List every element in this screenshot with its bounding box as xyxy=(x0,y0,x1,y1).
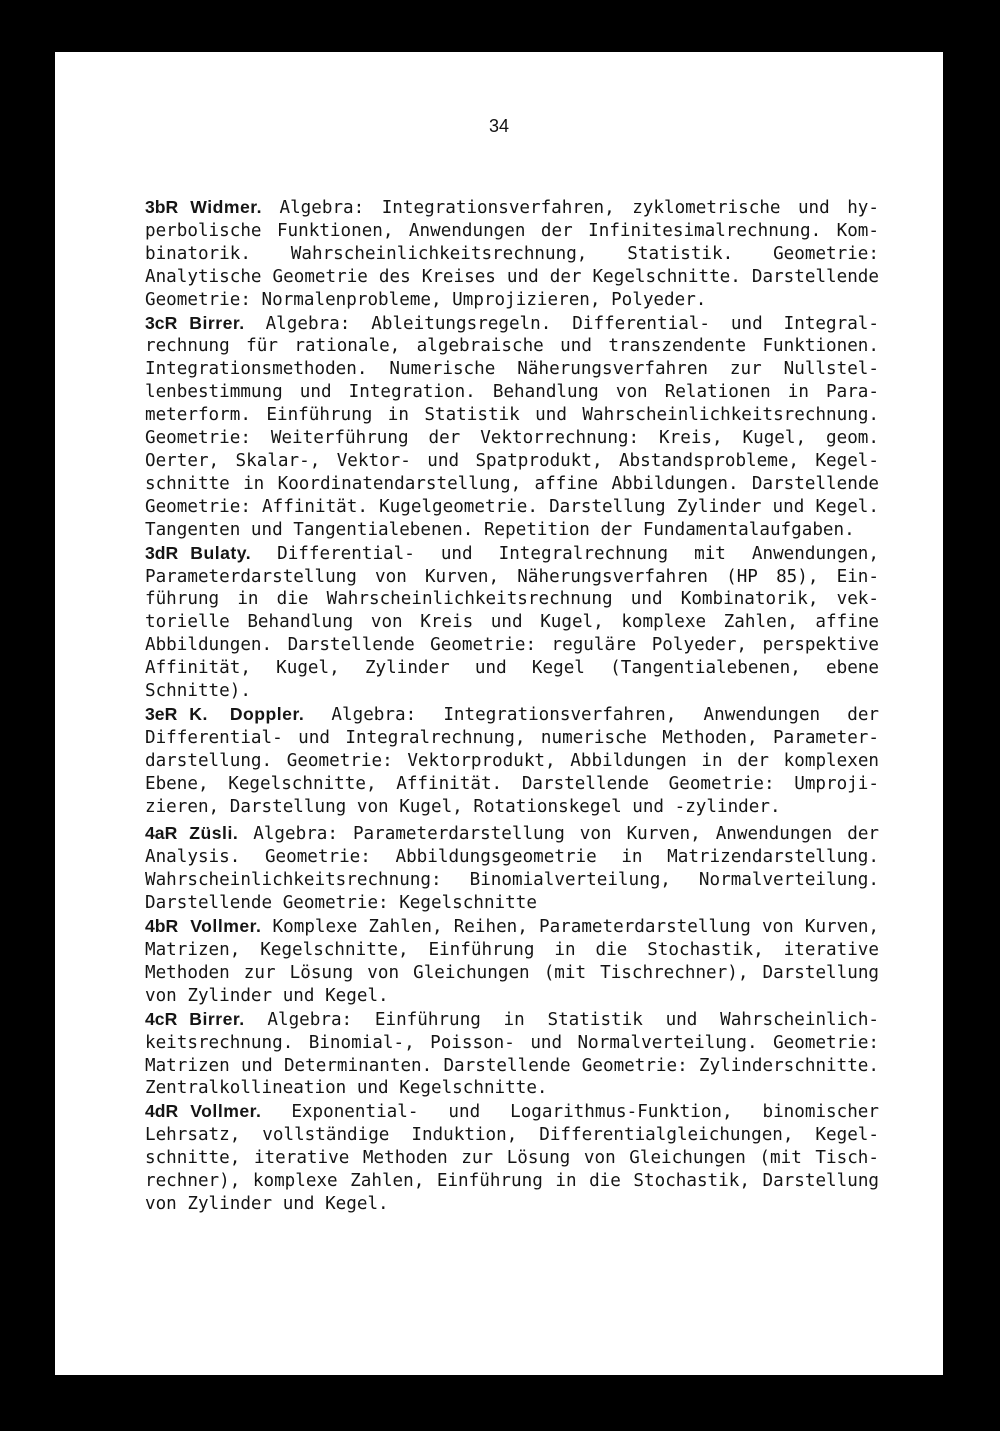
course-entry-3bR xyxy=(145,196,879,312)
course-entry-3eR xyxy=(145,703,879,819)
document-page xyxy=(55,52,943,1375)
course-entry-3cR xyxy=(145,312,879,542)
class-code: 3bR xyxy=(145,197,179,217)
course-entry-4aR xyxy=(145,822,879,915)
teacher-name: Züsli. xyxy=(189,823,239,844)
teacher-name: Bulaty. xyxy=(190,542,252,563)
course-description: Exponential- und Logarithmus-Funktion, binomischer Lehrsatz, vollständige Induktion, Differentialgleichungen, Kegelschnitte, iterative Methoden zur Lösung von Gleichungen (mit Tischrechner), komplexe Zahlen, Einführung in die Stochastik, Darstellung von Zylinder und Kegel. xyxy=(145,1102,879,1214)
course-list xyxy=(145,196,879,1216)
class-code: 3dR xyxy=(145,542,179,563)
teacher-name: Birrer. xyxy=(189,312,245,333)
class-code: 4cR xyxy=(145,1008,178,1029)
course-description: Algebra: Integrationsverfahren, Anwendungen der Differential- und Integralrechnung, numerische Methoden, Parameterdarstellung. Geometrie: Vektorprodukt, Abbildungen in der komplexen Ebene, Kegelschnitte, Affinität. Darstellende Geometrie: Umprojizieren, Darstellung von Kugel, Rotationskegel und -zylinder. xyxy=(145,704,880,817)
course-entry-3dR xyxy=(145,542,879,703)
course-entry-4bR xyxy=(145,915,879,1008)
page-number: 34 xyxy=(488,116,510,136)
teacher-name: K. Doppler. xyxy=(189,703,305,724)
teacher-name: Birrer. xyxy=(189,1008,245,1029)
class-code: 4dR xyxy=(145,1101,179,1122)
class-code: 3eR xyxy=(145,703,178,724)
course-description: Algebra: Integrationsverfahren, zyklometrische und hyperbolische Funktionen, Anwendungen der Infinitesimalrechnung. Kombinatorik. Wahrscheinlichkeitsrechnung, Statistik. Geometrie: Analytische Geometrie des Kreises und der Kegelschnitte. Darstellende Geometrie: Normalenprobleme, Umprojizieren, Polyeder. xyxy=(145,198,879,310)
class-code: 3cR xyxy=(145,312,178,333)
teacher-name: Vollmer. xyxy=(190,916,262,937)
course-description: Algebra: Parameterdarstellung von Kurven, Anwendungen der Analysis. Geometrie: Abbildungsgeometrie in Matrizendarstellung. Wahrscheinlichkeitsrechnung: Binomialverteilung, Normalverteilung. Darstellende Geometrie: Kegelschnitte xyxy=(145,824,880,914)
class-code: 4bR xyxy=(145,916,179,937)
class-code: 4aR xyxy=(145,823,178,844)
course-description: Differential- und Integralrechnung mit Anwendungen, Parameterdarstellung von Kurven, Näherungsverfahren (HP 85), Einführung in die Wahrscheinlichkeitsrechnung und Kombinatorik, vektorielle Behandlung von Kreis und Kugel, komplexe Zahlen, affine Abbildungen. Darstellende Geometrie: reguläre Polyeder, perspektive Affinität, Kugel, Zylinder und Kegel (Tangentialebenen, ebene Schnitte). xyxy=(145,543,879,702)
teacher-name: Vollmer. xyxy=(190,1101,262,1122)
teacher-name: Widmer. xyxy=(190,197,263,217)
course-description: Komplexe Zahlen, Reihen, Parameterdarstellung von Kurven, Matrizen, Kegelschnitte, Einführung in die Stochastik, iterative Methoden zur Lösung von Gleichungen (mit Tischrechner), Darstellung von Zylinder und Kegel. xyxy=(145,917,880,1006)
course-entry-4cR xyxy=(145,1008,879,1101)
course-description: Algebra: Einführung in Statistik und Wahrscheinlichkeitsrechnung. Binomial-, Poisson- und Normalverteilung. Geometrie: Matrizen und Determinanten. Darstellende Geometrie: Zylinderschnitte. Zentralkollineation und Kegelschnitte. xyxy=(145,1009,880,1099)
course-description: Algebra: Ableitungsregeln. Differential- und Integralrechnung für rationale, algebraische und transzendente Funktionen. Integrationsmethoden. Numerische Näherungsverfahren zur Nullstellenbestimmung und Integration. Behandlung von Relationen in Parameterform. Einführung in Statistik und Wahrscheinlichkeitsrechnung. Geometrie: Weiterführung der Vektorrechnung: Kreis, Kugel, geom. Oerter, Skalar-, Vektor- und Spatprodukt, Abstandsprobleme, Kegelschnitte in Koordinatendarstellung, affine Abbildungen. Darstellende Geometrie: Affinität. Kugelgeometrie. Darstellung Zylinder und Kegel. Tangenten und Tangentialebenen. Repetition der Fundamentalaufgaben. xyxy=(145,313,879,540)
course-entry-4dR xyxy=(145,1100,879,1216)
